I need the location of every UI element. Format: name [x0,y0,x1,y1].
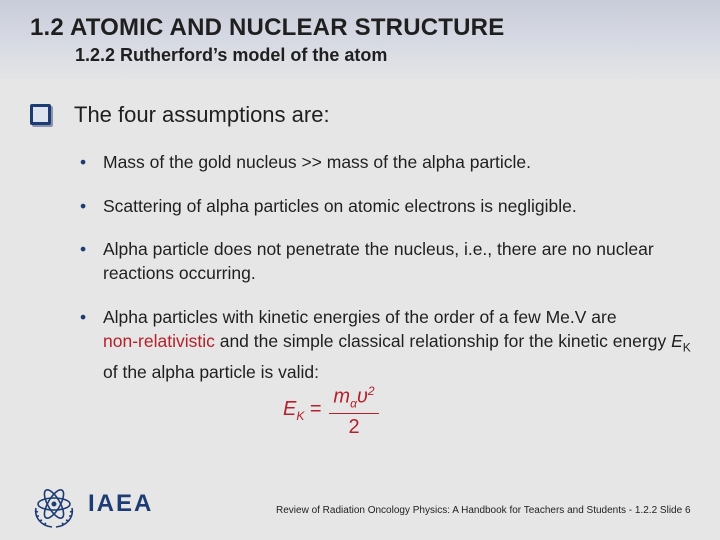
list-item-text-part: Alpha particle does not penetrate the nucleus [103,239,455,259]
fraction-bar [329,413,379,414]
main-bullet-text: The four assumptions are: [74,102,330,127]
formula-denominator: 2 [348,415,360,438]
bullet-dot-icon: • [80,152,87,172]
list-item-text [103,305,703,384]
list-item-text-part: of the alpha particle is valid: [103,361,319,382]
page-subtitle: 1.2.2 Rutherford’s model of the atom [75,45,388,65]
formula-mass: m [333,385,351,408]
main-bullet [30,102,330,127]
formula-velocity: υ [356,385,368,408]
formula-lhs [283,398,322,423]
energy-subscript: K [682,340,691,355]
checkbox-bullet-icon [30,104,51,125]
formula-equals: = [309,398,322,420]
iaea-logo-text: IAEA [88,490,154,517]
formula-fraction [329,384,379,439]
formula-mass-subscript: α [350,396,357,411]
list-item-text: Scattering of alpha particles on atomic electrons is negligible. [103,196,577,216]
formula-lhs-subscript: K [296,409,305,423]
list-item-text: Mass of the gold nucleus >> mass of the alpha particle. [103,152,532,172]
bullet-dot-icon: • [80,196,87,216]
iaea-emblem-icon [30,484,78,530]
formula-numerator [329,384,379,411]
formula-exponent: 2 [367,384,375,398]
list-item-text-part: and the simple classical relationship for the kinetic energy [214,331,672,351]
energy-symbol: E [671,331,683,351]
formula-lhs-symbol: E [283,398,297,420]
highlight-text: non-relativistic [103,331,215,351]
page-title: 1.2 ATOMIC AND NUCLEAR STRUCTURE [30,14,505,41]
bullet-dot-icon: • [80,239,87,259]
list-item-text-part: , i.e., there are no nuclear reactions occurring. [103,239,654,283]
bullet-dot-icon: • [80,307,87,327]
list-item-text [103,237,703,285]
slide-footer: Review of Radiation Oncology Physics: A Handbook for Teachers and Students - 1.2.2 Slide 6 [276,505,691,516]
list-item-text-part: Alpha particles with kinetic energies of the order of a few Me.V are [103,307,617,327]
header-band [0,0,720,84]
